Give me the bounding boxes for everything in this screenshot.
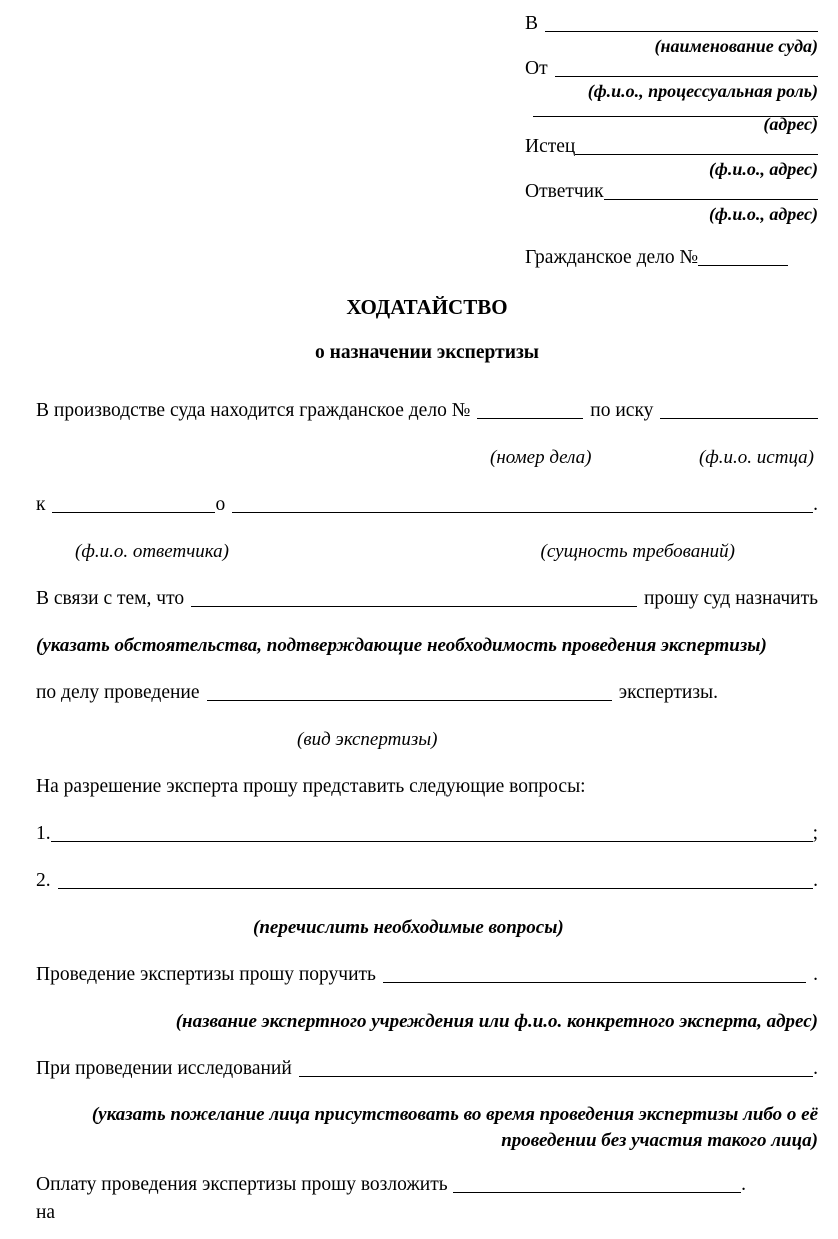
case-number-field[interactable] <box>477 418 583 419</box>
questions-intro-line <box>36 773 818 801</box>
question-1-line <box>36 820 818 848</box>
plaintiff-name-hint: (ф.и.о. истца) <box>698 447 814 468</box>
reason-hints <box>36 632 818 660</box>
court-line <box>525 12 818 36</box>
assign-prefix: Проведение экспертизы прошу поручить <box>36 964 376 985</box>
court-label: В <box>525 13 539 34</box>
assign-period: . <box>813 964 818 985</box>
claim-essence-hint: (сущность требований) <box>540 541 735 562</box>
questions-hint: (перечислить необходимые вопросы) <box>253 917 564 938</box>
case-intro-hints <box>36 444 818 472</box>
payment-line <box>36 1171 818 1227</box>
plaintiff-hint: (ф.и.о., адрес) <box>708 159 818 179</box>
court-name-hint: (наименование суда) <box>654 36 818 56</box>
defendant-hint: (ф.и.о., адрес) <box>708 204 818 224</box>
case-number-label: Гражданское дело № <box>525 247 699 268</box>
plaintiff-name-field[interactable] <box>660 418 818 419</box>
applicant-line <box>525 57 818 81</box>
plaintiff-blank[interactable] <box>575 154 818 155</box>
reason-line <box>36 585 818 613</box>
assign-line <box>36 961 818 989</box>
claim-prefix: к <box>36 494 46 515</box>
plaintiff-label: Истец <box>525 136 576 157</box>
claim-essence-field[interactable] <box>232 512 813 513</box>
expertise-type-field[interactable] <box>207 700 612 701</box>
court-name-blank[interactable] <box>545 31 818 32</box>
case-intro-line <box>36 397 818 425</box>
defendant-line <box>525 180 818 204</box>
claim-line <box>36 491 818 519</box>
assign-hints <box>36 1008 818 1036</box>
defendant-name-field[interactable] <box>52 512 215 513</box>
case-number-blank[interactable] <box>698 265 788 266</box>
address-hint: (адрес) <box>763 114 818 134</box>
applicant-name-blank[interactable] <box>555 76 818 77</box>
presence-line <box>36 1055 818 1083</box>
case-number-hint: (номер дела) <box>490 447 592 468</box>
reason-prefix: В связи с тем, что <box>36 588 185 609</box>
applicant-name-hint: (ф.и.о., процессуальная роль) <box>587 81 818 101</box>
reason-hint: (указать обстоятельства, подтверждающие необходимость проведения экспертизы) <box>36 635 767 656</box>
expert-name-hint: (название экспертного учреждения или ф.и.о. конкретного эксперта, адрес) <box>175 1011 818 1032</box>
court-header-block <box>525 12 818 270</box>
case-intro-text2: по иску <box>590 400 654 421</box>
applicant-label: От <box>525 58 548 79</box>
case-number-line <box>525 246 818 270</box>
presence-field[interactable] <box>299 1076 813 1077</box>
question-1-number: 1. <box>36 823 51 844</box>
document-body <box>36 397 818 1227</box>
question-2-number: 2. <box>36 870 51 891</box>
expertise-type-hint: (вид экспертизы) <box>297 729 438 750</box>
presence-hint: (указать пожелание лица присутствовать во время проведения экспертизы либо о её проведении без участия такого лица) <box>91 1104 818 1151</box>
presence-prefix: При проведении исследований <box>36 1058 292 1079</box>
question-2-line <box>36 867 818 895</box>
question-1-field[interactable] <box>51 841 813 842</box>
payment-prefix: Оплату проведения экспертизы прошу возложить на <box>36 1174 448 1223</box>
expert-name-field[interactable] <box>383 982 806 983</box>
questions-intro-text: На разрешение эксперта прошу представить следующие вопросы: <box>36 776 586 797</box>
expertise-suffix: экспертизы. <box>618 682 718 703</box>
defendant-name-hint: (ф.и.о. ответчика) <box>75 541 229 562</box>
plaintiff-line <box>525 135 818 159</box>
question-1-end: ; <box>812 823 818 844</box>
expertise-prefix: по делу проведение <box>36 682 200 703</box>
claim-period: . <box>813 494 818 515</box>
claim-middle: о <box>215 494 226 515</box>
reason-suffix: прошу суд назначить <box>643 588 818 609</box>
question-2-end: . <box>813 870 818 891</box>
expertise-line <box>36 679 818 707</box>
defendant-label: Ответчик <box>525 181 604 202</box>
document-title: ХОДАТАЙСТВО <box>346 295 508 319</box>
defendant-blank[interactable] <box>604 199 818 200</box>
reason-field[interactable] <box>191 606 637 607</box>
document-subtitle: о назначении экспертизы <box>314 342 540 363</box>
presence-period: . <box>813 1058 818 1079</box>
question-2-field[interactable] <box>58 888 814 889</box>
payment-field[interactable] <box>453 1192 741 1193</box>
expertise-hints <box>36 726 818 754</box>
case-intro-text: В производстве суда находится гражданское дело № <box>36 400 471 421</box>
claim-hints <box>36 538 818 566</box>
payment-period: . <box>741 1174 746 1195</box>
questions-hint-row <box>36 914 818 942</box>
address-blank[interactable] <box>533 116 818 117</box>
